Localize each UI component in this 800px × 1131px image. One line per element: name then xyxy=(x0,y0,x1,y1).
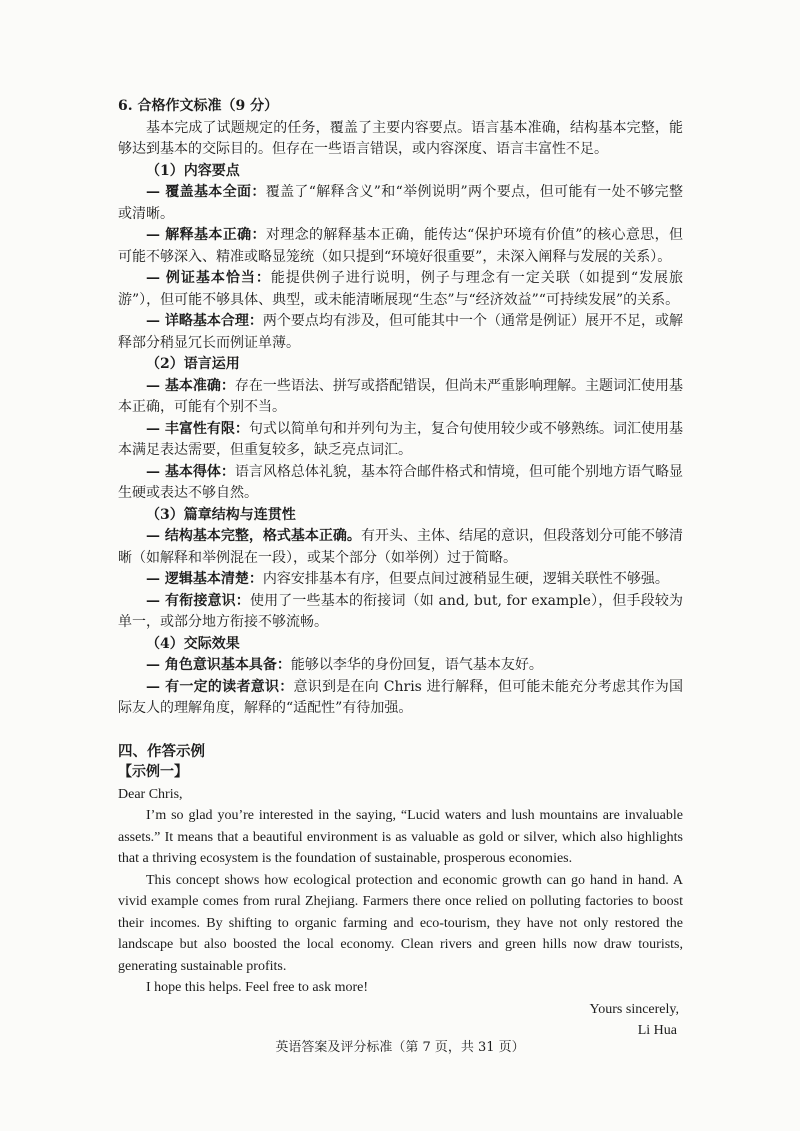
spacer xyxy=(118,720,683,741)
section-title-language: （2）语言运用 xyxy=(146,356,240,372)
letter-paragraph: I hope this helps. Feel free to ask more! xyxy=(146,980,368,995)
criterion-item: — 例证基本恰当：能提供例子进行说明，例子与理念有一定关联（如提到“发展旅游”），但可能不够具体、典型，或未能清晰展现“生态”与“经济效益”“可持续发展”的关系。 xyxy=(118,270,684,308)
section-title-content: （1）内容要点 xyxy=(146,162,240,179)
criterion-item: — 详略基本合理：两个要点均有涉及，但可能其中一个（通常是例证）展开不足，或解释部分稍显冗长而例证单薄。 xyxy=(118,313,684,351)
letter-signature: Li Hua xyxy=(637,1023,677,1038)
standard-heading: 6. 合格作文标准（9 分） xyxy=(118,98,279,114)
criterion-item: — 角色意识基本具备：能够以李华的身份回复，语气基本友好。 xyxy=(146,657,543,673)
page-content xyxy=(118,96,683,1042)
criterion-item: — 逻辑基本清楚：内容安排基本有序，但要点间过渡稍显生硬，逻辑关联性不够强。 xyxy=(146,571,669,587)
criterion-item: — 结构基本完整，格式基本正确。有开头、主体、结尾的意识，但段落划分可能不够清晰（如解释和举例混在一段），或某个部分（如举例）过于简略。 xyxy=(118,528,684,566)
criterion-item: — 丰富性有限：句式以简单句和并列句为主，复合句使用较少或不够熟练。词汇使用基本满足表达需要，但重复较多，缺乏亮点词汇。 xyxy=(118,420,684,458)
standard-intro: 基本完成了试题规定的任务，覆盖了主要内容要点。语言基本准确，结构基本完整，能够达到基本的交际目的。但存在一些语言错误，或内容深度、语言丰富性不足。 xyxy=(118,119,683,157)
sample-letter xyxy=(118,784,683,1042)
sample-label: 【示例一】 xyxy=(118,764,188,780)
letter-paragraph: I’m so glad you’re interested in the saying, “Lucid waters and lush mountains are invaluable assets.” It means that a beautiful environment is as valuable as gold or silver, which also highlights that a thriving ecosystem is the foundation of sustainable, prosperous economies. xyxy=(118,808,683,866)
section-title-structure: （3）篇章结构与连贯性 xyxy=(146,506,296,523)
criterion-item: — 基本准确：存在一些语法、拼写或搭配错误，但尚未严重影响理解。主题词汇使用基本正确，可能有个别不当。 xyxy=(118,377,684,415)
criterion-item: — 有一定的读者意识：意识到是在向 Chris 进行解释，但可能未能充分考虑其作为国际友人的理解角度，解释的“适配性”有待加强。 xyxy=(118,678,684,716)
section-title-communication: （4）交际效果 xyxy=(146,635,240,652)
letter-closing: Yours sincerely, xyxy=(589,1001,679,1017)
letter-salutation: Dear Chris, xyxy=(118,786,183,802)
page-footer: 英语答案及评分标准（第 7 页，共 31 页） xyxy=(275,1040,525,1055)
letter-paragraph: This concept shows how ecological protection and economic growth can go hand in hand. A vivid example comes from rural Zhejiang. Farmers there once relied on polluting factories to boost their incomes. By shifting to organic farming and eco-tourism, they have not only restored the landscape but also boosted the local economy. Clean rivers and green hills now draw tourists, generating sustainable profits. xyxy=(118,872,683,974)
criterion-item: — 基本得体：语言风格总体礼貌，基本符合邮件格式和情境，但可能个别地方语气略显生硬或表达不够自然。 xyxy=(118,463,684,501)
criterion-item: — 覆盖基本全面：覆盖了“解释含义”和“举例说明”两个要点，但可能有一处不够完整或清晰。 xyxy=(118,184,683,222)
sample-section-heading: 四、作答示例 xyxy=(118,742,205,760)
criterion-item: — 有衔接意识：使用了一些基本的衔接词（如 and, but, for example），但手段较为单一，或部分地方衔接不够流畅。 xyxy=(118,592,684,630)
criterion-item: — 解释基本正确：对理念的解释基本正确，能传达“保护环境有价值”的核心意思，但可能不够深入、精准或略显笼统（如只提到“环境好很重要”，未深入阐释与发展的关系）。 xyxy=(118,227,683,265)
